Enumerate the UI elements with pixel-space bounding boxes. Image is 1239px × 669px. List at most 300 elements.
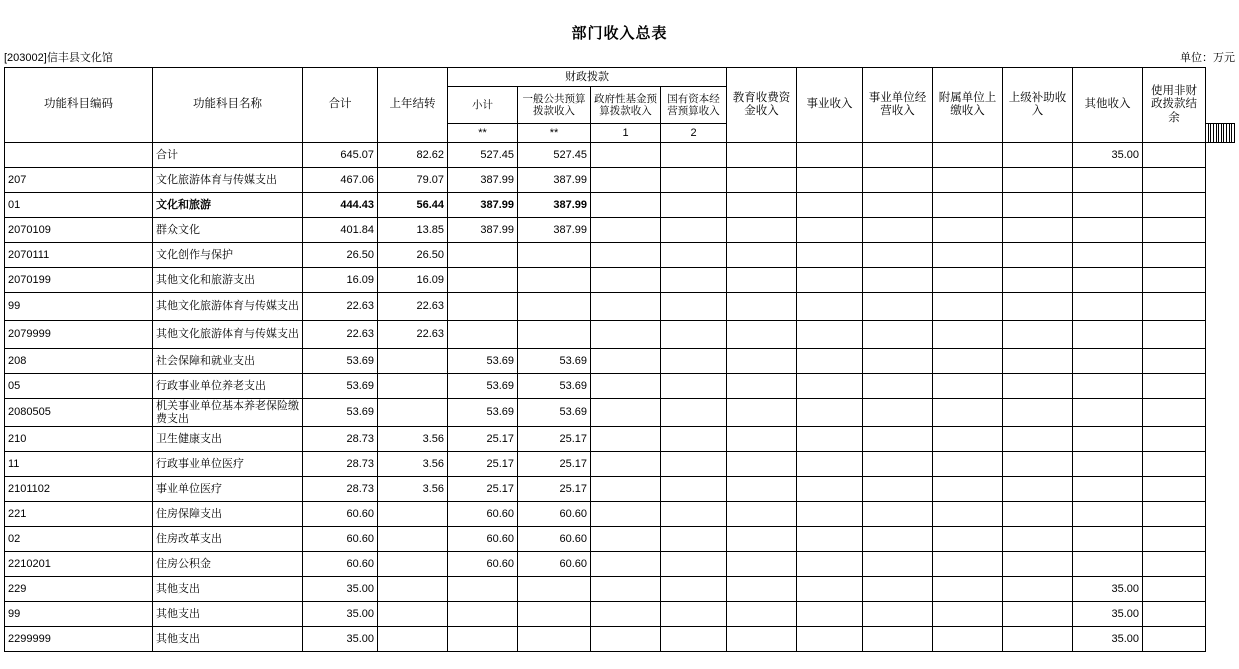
cell-value-9 <box>933 168 1003 193</box>
cell-value-8 <box>863 427 933 452</box>
cell-value-7 <box>797 452 863 477</box>
cell-value-0: 35.00 <box>303 577 378 602</box>
cell-value-3: 25.17 <box>518 477 591 502</box>
cell-value-2: 60.60 <box>448 502 518 527</box>
cell-value-10 <box>1003 602 1073 627</box>
cell-value-3: 527.45 <box>518 143 591 168</box>
cell-value-1: 3.56 <box>378 452 448 477</box>
th-government-fund-budget: 政府性基金预算拨款收入 <box>591 87 661 124</box>
cell-value-5 <box>661 527 727 552</box>
cell-value-11 <box>1073 427 1143 452</box>
th-affiliated-unit-payment: 附属单位上缴收入 <box>933 68 1003 143</box>
cell-value-1: 16.09 <box>378 268 448 293</box>
cell-value-12 <box>1143 193 1206 218</box>
cell-value-9 <box>933 527 1003 552</box>
cell-functional-code: 2070199 <box>5 268 153 293</box>
cell-value-5 <box>661 243 727 268</box>
cell-value-6 <box>727 477 797 502</box>
cell-value-6 <box>727 193 797 218</box>
cell-value-10 <box>1003 452 1073 477</box>
cell-value-9 <box>933 452 1003 477</box>
amount-unit-label: 单位：万元 <box>1180 52 1235 64</box>
cell-value-7 <box>797 243 863 268</box>
cell-value-7 <box>797 374 863 399</box>
cell-value-0: 16.09 <box>303 268 378 293</box>
cell-value-4 <box>591 502 661 527</box>
cell-value-12 <box>1143 374 1206 399</box>
num-carryover: 2 <box>661 124 727 143</box>
cell-value-8 <box>863 477 933 502</box>
cell-value-3: 60.60 <box>518 502 591 527</box>
cell-value-12 <box>1143 427 1206 452</box>
cell-value-6 <box>727 577 797 602</box>
cell-value-0: 60.60 <box>303 502 378 527</box>
table-row <box>5 243 1235 268</box>
cell-value-5 <box>661 321 727 349</box>
cell-value-11 <box>1073 293 1143 321</box>
cell-value-1 <box>378 349 448 374</box>
cell-functional-code: 2079999 <box>5 321 153 349</box>
cell-value-5 <box>661 218 727 243</box>
cell-value-2: 527.45 <box>448 143 518 168</box>
cell-value-6 <box>727 143 797 168</box>
cell-value-0: 22.63 <box>303 321 378 349</box>
cell-value-10 <box>1003 577 1073 602</box>
cell-functional-code: 2070109 <box>5 218 153 243</box>
cell-value-9 <box>933 321 1003 349</box>
cell-value-0: 35.00 <box>303 602 378 627</box>
table-row <box>5 193 1235 218</box>
table-row <box>5 218 1235 243</box>
cell-value-12 <box>1143 552 1206 577</box>
cell-value-3: 60.60 <box>518 527 591 552</box>
cell-value-1: 82.62 <box>378 143 448 168</box>
table-head <box>5 68 1235 143</box>
cell-value-11: 35.00 <box>1073 627 1143 652</box>
cell-value-11: 35.00 <box>1073 143 1143 168</box>
cell-value-9 <box>933 552 1003 577</box>
cell-value-7 <box>797 427 863 452</box>
cell-value-2 <box>448 268 518 293</box>
cell-value-3 <box>518 293 591 321</box>
cell-value-4 <box>591 602 661 627</box>
cell-value-11 <box>1073 268 1143 293</box>
cell-value-6 <box>727 349 797 374</box>
cell-value-8 <box>863 452 933 477</box>
cell-value-5 <box>661 349 727 374</box>
cell-value-6 <box>727 502 797 527</box>
cell-value-3: 25.17 <box>518 452 591 477</box>
cell-value-0: 444.43 <box>303 193 378 218</box>
th-other-income: 其他收入 <box>1073 68 1143 143</box>
cell-value-5 <box>661 577 727 602</box>
cell-value-3: 387.99 <box>518 168 591 193</box>
cell-value-5 <box>661 502 727 527</box>
cell-value-1: 22.63 <box>378 321 448 349</box>
cell-value-2 <box>448 293 518 321</box>
cell-value-0: 467.06 <box>303 168 378 193</box>
cell-functional-name: 文化创作与保护 <box>153 243 303 268</box>
cell-value-6 <box>727 321 797 349</box>
cell-value-2: 25.17 <box>448 427 518 452</box>
cell-value-10 <box>1003 527 1073 552</box>
cell-value-2: 25.17 <box>448 452 518 477</box>
cell-value-10 <box>1003 477 1073 502</box>
cell-value-1 <box>378 627 448 652</box>
cell-functional-name: 其他支出 <box>153 577 303 602</box>
cell-value-12 <box>1143 268 1206 293</box>
cell-value-4 <box>591 552 661 577</box>
cell-value-7 <box>797 321 863 349</box>
cell-functional-name: 其他文化和旅游支出 <box>153 268 303 293</box>
cell-value-9 <box>933 477 1003 502</box>
cell-functional-code: 11 <box>5 452 153 477</box>
cell-value-10 <box>1003 293 1073 321</box>
cell-value-9 <box>933 293 1003 321</box>
cell-value-1 <box>378 602 448 627</box>
cell-value-0: 28.73 <box>303 477 378 502</box>
cell-value-7 <box>797 399 863 427</box>
cell-value-4 <box>591 527 661 552</box>
cell-value-9 <box>933 349 1003 374</box>
cell-value-9 <box>933 143 1003 168</box>
cell-functional-name: 文化和旅游 <box>153 193 303 218</box>
cell-functional-code: 02 <box>5 527 153 552</box>
cell-functional-code: 221 <box>5 502 153 527</box>
cell-value-11 <box>1073 193 1143 218</box>
cell-value-5 <box>661 427 727 452</box>
th-business-income: 事业收入 <box>797 68 863 143</box>
cell-value-11 <box>1073 502 1143 527</box>
cell-value-5 <box>661 293 727 321</box>
cell-value-1: 79.07 <box>378 168 448 193</box>
cell-value-11: 35.00 <box>1073 602 1143 627</box>
cell-value-0: 28.73 <box>303 427 378 452</box>
cell-value-6 <box>727 527 797 552</box>
cell-value-4 <box>591 168 661 193</box>
cell-value-10 <box>1003 143 1073 168</box>
cell-value-8 <box>863 168 933 193</box>
cell-value-10 <box>1003 552 1073 577</box>
cell-value-11 <box>1073 527 1143 552</box>
cell-value-8 <box>863 218 933 243</box>
cell-value-7 <box>797 477 863 502</box>
cell-value-10 <box>1003 502 1073 527</box>
cell-value-3: 387.99 <box>518 193 591 218</box>
cell-value-2: 387.99 <box>448 168 518 193</box>
cell-value-10 <box>1003 399 1073 427</box>
cell-value-4 <box>591 349 661 374</box>
unit-code-name: [203002]信丰县文化馆 <box>4 52 113 64</box>
cell-value-3: 53.69 <box>518 374 591 399</box>
cell-value-11: 35.00 <box>1073 577 1143 602</box>
cell-value-11 <box>1073 168 1143 193</box>
cell-functional-name: 合计 <box>153 143 303 168</box>
cell-functional-code: 05 <box>5 374 153 399</box>
cell-value-10 <box>1003 193 1073 218</box>
cell-value-12 <box>1143 218 1206 243</box>
cell-value-2: 60.60 <box>448 552 518 577</box>
cell-value-4 <box>591 268 661 293</box>
cell-value-7 <box>797 143 863 168</box>
th-total: 合计 <box>303 68 378 143</box>
th-education-fee-income: 教育收费资金收入 <box>727 68 797 143</box>
num-name: ** <box>518 124 591 143</box>
cell-value-6 <box>727 243 797 268</box>
cell-value-7 <box>797 218 863 243</box>
th-nonfiscal-surplus-used: 使用非财政拨款结余 <box>1143 68 1206 143</box>
cell-value-12 <box>1143 399 1206 427</box>
cell-value-8 <box>863 399 933 427</box>
cell-value-9 <box>933 502 1003 527</box>
cell-value-0: 22.63 <box>303 293 378 321</box>
cell-value-8 <box>863 502 933 527</box>
th-general-public-budget: 一般公共预算拨款收入 <box>518 87 591 124</box>
cell-value-6 <box>727 399 797 427</box>
cell-value-7 <box>797 527 863 552</box>
table-row <box>5 502 1235 527</box>
th-unit-operating-income: 事业单位经营收入 <box>863 68 933 143</box>
cell-value-7 <box>797 268 863 293</box>
cell-functional-code: 99 <box>5 293 153 321</box>
cell-functional-code: 99 <box>5 602 153 627</box>
cell-value-12 <box>1143 168 1206 193</box>
cell-value-12 <box>1143 477 1206 502</box>
cell-value-11 <box>1073 321 1143 349</box>
cell-value-9 <box>933 427 1003 452</box>
table-row <box>5 477 1235 502</box>
cell-functional-name: 机关事业单位基本养老保险缴费支出 <box>153 399 303 427</box>
cell-value-0: 60.60 <box>303 552 378 577</box>
cell-value-11 <box>1073 374 1143 399</box>
table-row <box>5 602 1235 627</box>
cell-value-2 <box>448 243 518 268</box>
cell-value-3 <box>518 602 591 627</box>
cell-value-11 <box>1073 349 1143 374</box>
cell-value-1: 26.50 <box>378 243 448 268</box>
table-row <box>5 268 1235 293</box>
cell-functional-code: 2101102 <box>5 477 153 502</box>
cell-value-9 <box>933 374 1003 399</box>
th-state-capital-budget: 国有资本经营预算收入 <box>661 87 727 124</box>
cell-functional-name: 住房公积金 <box>153 552 303 577</box>
cell-value-4 <box>591 193 661 218</box>
cell-value-7 <box>797 349 863 374</box>
num-code: ** <box>448 124 518 143</box>
cell-value-5 <box>661 477 727 502</box>
cell-functional-code: 2210201 <box>5 552 153 577</box>
cell-value-11 <box>1073 552 1143 577</box>
cell-value-4 <box>591 627 661 652</box>
cell-value-12 <box>1143 527 1206 552</box>
cell-value-4 <box>591 477 661 502</box>
cell-functional-name: 住房保障支出 <box>153 502 303 527</box>
th-group-fiscal-appropriation: 财政拨款 <box>448 68 727 87</box>
cell-value-8 <box>863 527 933 552</box>
num-total: 1 <box>591 124 661 143</box>
cell-value-1: 3.56 <box>378 427 448 452</box>
cell-functional-name: 事业单位医疗 <box>153 477 303 502</box>
cell-value-7 <box>797 168 863 193</box>
cell-functional-name: 其他文化旅游体育与传媒支出 <box>153 293 303 321</box>
cell-value-12 <box>1143 452 1206 477</box>
cell-value-5 <box>661 268 727 293</box>
cell-value-4 <box>591 399 661 427</box>
cell-value-10 <box>1003 218 1073 243</box>
cell-value-5 <box>661 143 727 168</box>
table-row <box>5 168 1235 193</box>
cell-value-2 <box>448 602 518 627</box>
cell-value-0: 26.50 <box>303 243 378 268</box>
cell-value-9 <box>933 399 1003 427</box>
cell-value-10 <box>1003 321 1073 349</box>
cell-functional-code: 2070111 <box>5 243 153 268</box>
cell-value-2 <box>448 577 518 602</box>
cell-value-8 <box>863 268 933 293</box>
cell-functional-code: 2299999 <box>5 627 153 652</box>
cell-value-0: 401.84 <box>303 218 378 243</box>
th-superior-subsidy-income: 上级补助收入 <box>1003 68 1073 143</box>
cell-value-10 <box>1003 427 1073 452</box>
cell-value-1 <box>378 577 448 602</box>
cell-value-3: 53.69 <box>518 349 591 374</box>
cell-value-2 <box>448 627 518 652</box>
table-row <box>5 627 1235 652</box>
cell-value-4 <box>591 452 661 477</box>
cell-value-8 <box>863 374 933 399</box>
cell-value-7 <box>797 577 863 602</box>
cell-value-1 <box>378 502 448 527</box>
cell-value-6 <box>727 552 797 577</box>
cell-value-10 <box>1003 243 1073 268</box>
cell-value-5 <box>661 168 727 193</box>
cell-value-9 <box>933 577 1003 602</box>
budget-income-table <box>4 67 1235 652</box>
cell-value-6 <box>727 168 797 193</box>
cell-value-2: 60.60 <box>448 527 518 552</box>
cell-value-10 <box>1003 168 1073 193</box>
cell-value-8 <box>863 243 933 268</box>
cell-value-8 <box>863 321 933 349</box>
cell-value-2: 53.69 <box>448 399 518 427</box>
cell-value-6 <box>727 268 797 293</box>
header-group-row <box>5 68 1235 87</box>
cell-value-0: 53.69 <box>303 349 378 374</box>
cell-value-5 <box>661 552 727 577</box>
table-row <box>5 143 1235 168</box>
cell-functional-name: 文化旅游体育与传媒支出 <box>153 168 303 193</box>
cell-value-8 <box>863 577 933 602</box>
cell-value-7 <box>797 293 863 321</box>
cell-value-12 <box>1143 502 1206 527</box>
table-row <box>5 452 1235 477</box>
cell-value-1 <box>378 552 448 577</box>
cell-value-3: 53.69 <box>518 399 591 427</box>
cell-functional-name: 行政事业单位医疗 <box>153 452 303 477</box>
cell-value-12 <box>1143 349 1206 374</box>
cell-value-4 <box>591 143 661 168</box>
table-row <box>5 349 1235 374</box>
cell-functional-code: 207 <box>5 168 153 193</box>
cell-value-12 <box>1143 577 1206 602</box>
cell-value-5 <box>661 374 727 399</box>
cell-functional-code: 210 <box>5 427 153 452</box>
th-fiscal-subtotal: 小计 <box>448 87 518 124</box>
cell-value-4 <box>591 243 661 268</box>
table-body <box>5 143 1235 652</box>
cell-value-5 <box>661 627 727 652</box>
cell-functional-name: 住房改革支出 <box>153 527 303 552</box>
cell-functional-name: 群众文化 <box>153 218 303 243</box>
cell-functional-name: 卫生健康支出 <box>153 427 303 452</box>
cell-value-4 <box>591 293 661 321</box>
cell-value-9 <box>933 268 1003 293</box>
page-title: 部门收入总表 <box>571 25 668 42</box>
cell-value-3 <box>518 627 591 652</box>
cell-value-0: 645.07 <box>303 143 378 168</box>
cell-value-2: 387.99 <box>448 193 518 218</box>
cell-value-0: 60.60 <box>303 527 378 552</box>
cell-value-8 <box>863 552 933 577</box>
cell-value-0: 28.73 <box>303 452 378 477</box>
num-nonfiscal <box>1232 124 1235 143</box>
cell-value-7 <box>797 193 863 218</box>
cell-value-11 <box>1073 452 1143 477</box>
cell-value-1: 22.63 <box>378 293 448 321</box>
th-functional-name: 功能科目名称 <box>153 68 303 143</box>
cell-value-10 <box>1003 349 1073 374</box>
cell-value-8 <box>863 143 933 168</box>
table-row <box>5 321 1235 349</box>
cell-value-11 <box>1073 399 1143 427</box>
table-row <box>5 374 1235 399</box>
th-prior-year-carryover: 上年结转 <box>378 68 448 143</box>
cell-value-9 <box>933 193 1003 218</box>
cell-value-1 <box>378 374 448 399</box>
cell-functional-name: 其他支出 <box>153 627 303 652</box>
table-row <box>5 399 1235 427</box>
cell-value-9 <box>933 627 1003 652</box>
cell-value-4 <box>591 374 661 399</box>
table-row <box>5 427 1235 452</box>
cell-value-0: 35.00 <box>303 627 378 652</box>
cell-value-12 <box>1143 243 1206 268</box>
meta-row <box>0 45 1239 67</box>
cell-value-7 <box>797 502 863 527</box>
cell-value-7 <box>797 627 863 652</box>
cell-value-8 <box>863 602 933 627</box>
cell-value-2: 53.69 <box>448 374 518 399</box>
cell-value-7 <box>797 602 863 627</box>
cell-value-3 <box>518 268 591 293</box>
cell-functional-code: 01 <box>5 193 153 218</box>
cell-value-11 <box>1073 243 1143 268</box>
table-row <box>5 293 1235 321</box>
cell-value-0: 53.69 <box>303 374 378 399</box>
cell-functional-code: 2080505 <box>5 399 153 427</box>
cell-functional-code: 229 <box>5 577 153 602</box>
cell-value-1: 56.44 <box>378 193 448 218</box>
cell-functional-code <box>5 143 153 168</box>
cell-value-12 <box>1143 602 1206 627</box>
cell-value-0: 53.69 <box>303 399 378 427</box>
cell-value-11 <box>1073 477 1143 502</box>
cell-functional-name: 其他支出 <box>153 602 303 627</box>
cell-value-9 <box>933 218 1003 243</box>
cell-value-8 <box>863 193 933 218</box>
cell-value-12 <box>1143 143 1206 168</box>
cell-value-1: 3.56 <box>378 477 448 502</box>
